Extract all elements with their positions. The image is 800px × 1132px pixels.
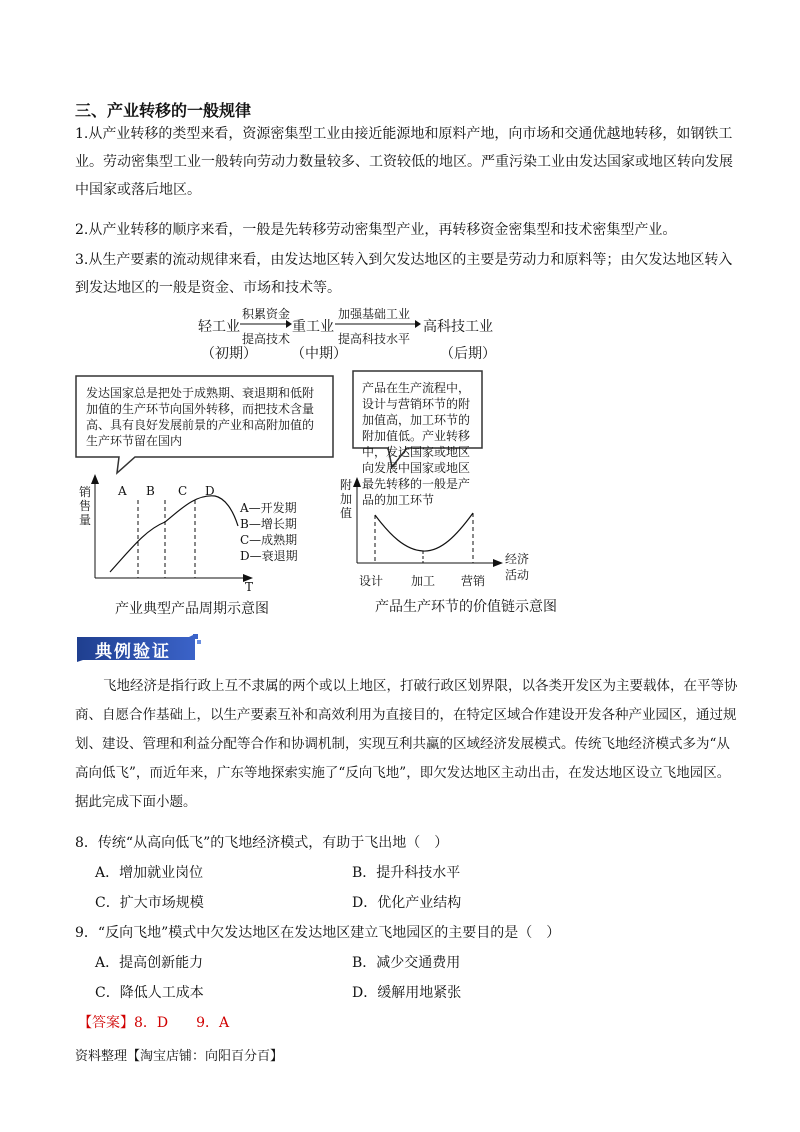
bubble-left-text: 发达国家总是把处于成熟期、衰退期和低附加值的生产环节向国外转移，而把技术含量高、具有良好发展前景的产业和高附加值的生产环节留在国内 (86, 386, 315, 448)
flow-stage-2-period: （中期） (291, 346, 347, 362)
q8-option-a[interactable]: A．增加就业岗位 (95, 865, 204, 881)
value-chain-chart (345, 475, 510, 575)
rule-1: 1.从产业转移的类型来看，资源密集型工业由接近能源地和原料产地，向市场和交通优越地转移，如钢铁工业。劳动密集型工业一般转向劳动力数量较多、工资较低的地区。严重污染工业由发达国家或地区转向发展中国家或落后地区。 (75, 126, 733, 198)
q9-option-b[interactable]: B．减少交通费用 (352, 955, 461, 971)
stage-letter-c: C (178, 484, 188, 498)
bubble-right-text: 产品在生产流程中，设计与营销环节的附加值高，加工环节的附加值低。产业转移中，发达国家或地区向发展中国家或地区最先转移的一般是产品的加工环节 (362, 381, 471, 507)
question-8-stem: 8．传统“从高向低飞”的飞地经济模式，有助于飞出地（ ） (75, 835, 449, 851)
flow-stage-3-period: （后期） (440, 346, 496, 362)
q8-option-c[interactable]: C．扩大市场规模 (95, 895, 204, 911)
intro-paragraph: 飞地经济是指行政上互不隶属的两个或以上地区，打破行政区划界限，以各类开发区为主要载体，在平等协商、自愿合作基础上，以生产要素互补和高效利用为直接目的，在特定区域合作建设开发各种产业园区，通过规划、建设、管理和利益分配等合作和协调机制，实现互利共赢的区域经济发展模式。传统飞地经济模式多为“从高向低飞”，而近年来，广东等地探索实施了“反向飞地”，即欠发达地区主动出击，在发达地区设立飞地园区。据此完成下面小题。 (75, 678, 738, 810)
stage-letter-d: D (205, 484, 215, 498)
q9-option-d[interactable]: D．缓解用地紧张 (352, 985, 462, 1001)
value-chain-curve (375, 513, 473, 551)
vc-tick-label-process: 加工 (411, 574, 436, 588)
vc-y-label: 附加值 (340, 478, 353, 520)
legend-item-c: C—成熟期 (240, 533, 298, 547)
vc-y-axis-arrow (353, 477, 361, 487)
q8-option-d[interactable]: D．优化产业结构 (352, 895, 462, 911)
q9-option-a[interactable]: A．提高创新能力 (95, 955, 204, 971)
rule-2: 2.从产业转移的顺序来看，一般是先转移劳动密集型产业，再转移资金密集型和技术密集型产业。 (75, 222, 677, 238)
answer-label: 【答案】 (78, 1015, 134, 1031)
lifecycle-x-label: T (245, 580, 254, 594)
legend-item-d: D—衰退期 (240, 549, 298, 563)
flow-arrow-2 (335, 318, 421, 330)
flow-stage-2: 重工业 (292, 319, 334, 335)
badge-label: 典例验证 (95, 642, 171, 662)
flow-stage-1: 轻工业 (198, 319, 240, 335)
y-axis-arrow (91, 474, 99, 484)
flow-arrow-1-top: 积累资金 (242, 307, 291, 321)
question-9-stem: 9．“反向飞地”模式中欠发达地区在发达地区建立飞地园区的主要目的是（ ） (75, 925, 561, 941)
flow-stage-3: 高科技工业 (423, 319, 493, 335)
stage-letter-b: B (146, 484, 155, 498)
vc-caption: 产品生产环节的价值链示意图 (375, 599, 557, 615)
vc-tick-label-marketing: 营销 (461, 574, 486, 588)
lifecycle-curve (110, 496, 238, 572)
legend-item-b: B—增长期 (240, 517, 297, 531)
flow-arrow-2-bottom: 提高科技水平 (338, 332, 411, 346)
vc-x-label-1: 经济 (505, 552, 530, 566)
answer-line (78, 1012, 229, 1032)
flow-stage-1-period: （初期） (201, 346, 257, 362)
lifecycle-caption: 产业典型产品周期示意图 (115, 601, 269, 617)
q9-option-c[interactable]: C．降低人工成本 (95, 985, 204, 1001)
example-badge (77, 634, 197, 662)
flow-arrow-1 (240, 318, 292, 330)
rule-3: 3.从生产要素的流动规律来看，由发达地区转入到欠发达地区的主要是劳动力和原料等；由欠发达地区转入到发达地区的一般是资金、市场和技术等。 (75, 252, 733, 296)
flow-arrow-1-bottom: 提高技术 (242, 332, 291, 346)
vc-x-axis-arrow (493, 559, 503, 567)
section-title: 三、产业转移的一般规律 (75, 101, 252, 120)
stage-letter-a: A (118, 484, 127, 498)
vc-x-label-2: 活动 (505, 568, 530, 582)
vc-tick-label-design: 设计 (359, 574, 384, 588)
q8-option-b[interactable]: B．提升科技水平 (352, 865, 461, 881)
flow-arrow-2-top: 加强基础工业 (338, 307, 411, 321)
legend-item-a: A—开发期 (240, 501, 297, 515)
lifecycle-legend (240, 500, 298, 564)
footer-source: 资料整理【淘宝店铺：向阳百分百】 (75, 1049, 284, 1064)
lifecycle-y-label: 销售量 (79, 485, 92, 527)
answer-text: 8．D 9．A (134, 1015, 230, 1031)
